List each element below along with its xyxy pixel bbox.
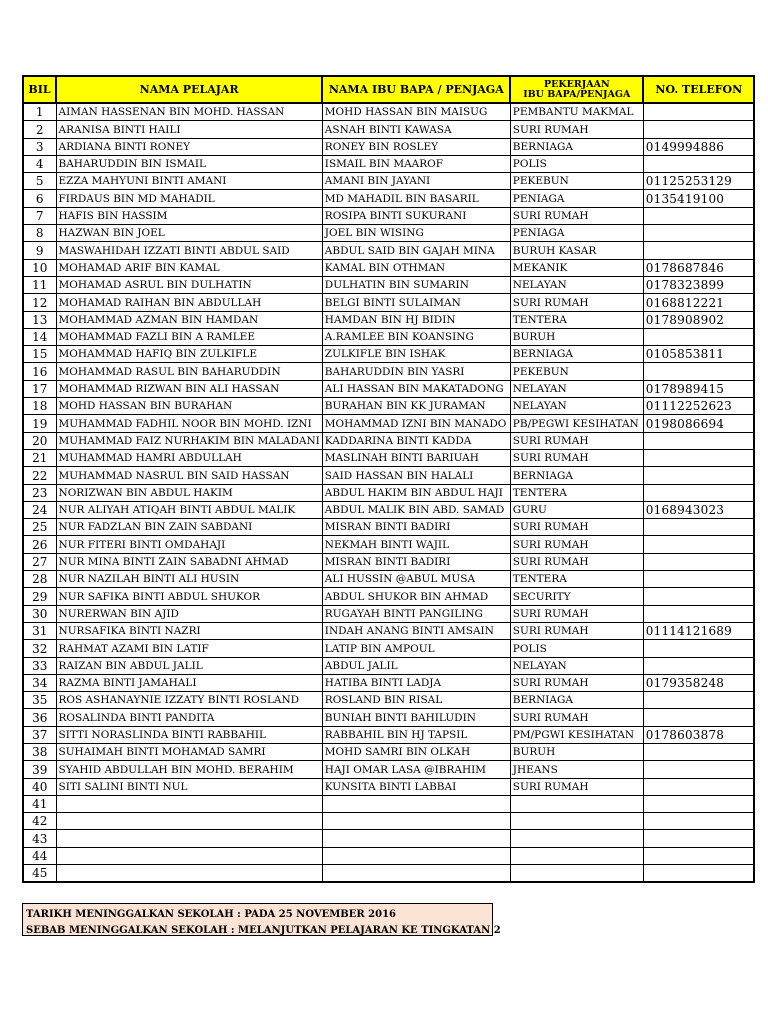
cell-nama-penjaga: ASNAH BINTI KAWASA (322, 121, 510, 138)
cell-nama-pelajar: MOHAMAD ASRUL BIN DULHATIN (56, 276, 322, 293)
cell-pekerjaan: TENTERA (510, 571, 643, 588)
cell-telefon: 0105853811 (643, 346, 754, 363)
table-row (23, 571, 754, 588)
table-row (23, 432, 754, 449)
cell-pekerjaan: NELAYAN (510, 276, 643, 293)
cell-bil: 3 (23, 138, 56, 155)
cell-pekerjaan: PENIAGA (510, 190, 643, 207)
table-row (23, 588, 754, 605)
table-row (23, 605, 754, 622)
cell-nama-pelajar: MUHAMMAD HAMRI ABDULLAH (56, 449, 322, 466)
cell-nama-pelajar: RAIZAN BIN ABDUL JALIL (56, 657, 322, 674)
table-row (23, 138, 754, 155)
cell-bil: 21 (23, 449, 56, 466)
table-row (23, 484, 754, 501)
cell-telefon (643, 605, 754, 622)
table-row (23, 121, 754, 138)
cell-nama-pelajar: NUR MINA BINTI ZAIN SABADNI AHMAD (56, 553, 322, 570)
cell-nama-pelajar: ROS ASHANAYNIE IZZATY BINTI ROSLAND (56, 692, 322, 709)
cell-nama-penjaga: KADDARINA BINTI KADDA (322, 432, 510, 449)
cell-nama-penjaga: ABDUL MALIK BIN ABD. SAMAD (322, 501, 510, 518)
cell-nama-pelajar: AIMAN HASSENAN BIN MOHD. HASSAN (56, 103, 322, 121)
table-row (23, 363, 754, 380)
cell-bil: 43 (23, 830, 56, 847)
cell-telefon: 01112252623 (643, 398, 754, 415)
cell-pekerjaan: BURUH (510, 743, 643, 760)
cell-bil: 19 (23, 415, 56, 432)
cell-bil: 31 (23, 622, 56, 639)
cell-bil: 7 (23, 207, 56, 224)
cell-nama-penjaga: HAJI OMAR LASA @IBRAHIM (322, 761, 510, 778)
cell-telefon (643, 242, 754, 259)
table-row (23, 501, 754, 518)
cell-nama-penjaga: MOHD HASSAN BIN MAISUG (322, 103, 510, 121)
table-row (23, 674, 754, 691)
cell-nama-penjaga: MASLINAH BINTI BARIUAH (322, 449, 510, 466)
cell-bil: 35 (23, 692, 56, 709)
table-row (23, 743, 754, 760)
table-row (23, 519, 754, 536)
cell-pekerjaan: SURI RUMAH (510, 207, 643, 224)
cell-nama-penjaga: ABDUL SHUKOR BIN AHMAD (322, 588, 510, 605)
cell-nama-penjaga: HAMDAN BIN HJ BIDIN (322, 311, 510, 328)
cell-telefon (643, 225, 754, 242)
table-row (23, 726, 754, 743)
cell-nama-penjaga: BURAHAN BIN KK JURAMAN (322, 398, 510, 415)
cell-nama-penjaga: HATIBA BINTI LADJA (322, 674, 510, 691)
cell-nama-penjaga: ABDUL SAID BIN GAJAH MINA (322, 242, 510, 259)
cell-pekerjaan: SURI RUMAH (510, 519, 643, 536)
cell-nama-penjaga: ZULKIFLE BIN ISHAK (322, 346, 510, 363)
cell-nama-penjaga: RONEY BIN ROSLEY (322, 138, 510, 155)
header-pekerjaan (510, 76, 643, 103)
table-row (23, 813, 754, 830)
cell-telefon (643, 484, 754, 501)
cell-telefon: 0178989415 (643, 380, 754, 397)
cell-nama-penjaga: ISMAIL BIN MAAROF (322, 155, 510, 172)
cell-nama-pelajar: RAZMA BINTI JAMAHALI (56, 674, 322, 691)
cell-bil: 24 (23, 501, 56, 518)
cell-pekerjaan: PB/PEGWI KESIHATAN (510, 415, 643, 432)
cell-pekerjaan (510, 795, 643, 812)
table-row (23, 692, 754, 709)
cell-bil: 15 (23, 346, 56, 363)
cell-nama-penjaga: BAHARUDDIN BIN YASRI (322, 363, 510, 380)
cell-telefon (643, 103, 754, 121)
cell-bil: 17 (23, 380, 56, 397)
cell-bil: 9 (23, 242, 56, 259)
cell-nama-penjaga: MOHD SAMRI BIN OLKAH (322, 743, 510, 760)
cell-telefon (643, 588, 754, 605)
cell-bil: 36 (23, 709, 56, 726)
cell-telefon: 0198086694 (643, 415, 754, 432)
cell-telefon: 0168812221 (643, 294, 754, 311)
cell-telefon (643, 207, 754, 224)
cell-nama-penjaga: KUNSITA BINTI LABBAI (322, 778, 510, 795)
table-header-row (23, 76, 754, 103)
cell-pekerjaan: SURI RUMAH (510, 432, 643, 449)
cell-nama-penjaga: MISRAN BINTI BADIRI (322, 519, 510, 536)
cell-pekerjaan: BURUH (510, 328, 643, 345)
cell-pekerjaan: NELAYAN (510, 380, 643, 397)
cell-telefon: 0178687846 (643, 259, 754, 276)
cell-nama-pelajar: MASWAHIDAH IZZATI BINTI ABDUL SAID (56, 242, 322, 259)
cell-nama-penjaga: MD MAHADIL BIN BASARIL (322, 190, 510, 207)
cell-telefon (643, 778, 754, 795)
cell-bil: 37 (23, 726, 56, 743)
cell-nama-pelajar: MOHAMMAD RIZWAN BIN ALI HASSAN (56, 380, 322, 397)
table-row (23, 380, 754, 397)
cell-nama-penjaga: NEKMAH BINTI WAJIL (322, 536, 510, 553)
cell-telefon (643, 449, 754, 466)
cell-nama-penjaga: JOEL BIN WISING (322, 225, 510, 242)
cell-nama-pelajar: NUR ALIYAH ATIQAH BINTI ABDUL MALIK (56, 501, 322, 518)
cell-bil: 20 (23, 432, 56, 449)
header-nama-penjaga: NAMA IBU BAPA / PENJAGA (322, 76, 510, 103)
cell-bil: 34 (23, 674, 56, 691)
cell-nama-penjaga: ROSIPA BINTI SUKURANI (322, 207, 510, 224)
cell-pekerjaan: SURI RUMAH (510, 605, 643, 622)
table-row (23, 795, 754, 812)
cell-nama-pelajar (56, 830, 322, 847)
cell-nama-pelajar: SITTI NORASLINDA BINTI RABBAHIL (56, 726, 322, 743)
table-row (23, 242, 754, 259)
cell-pekerjaan: BERNIAGA (510, 138, 643, 155)
cell-nama-pelajar: BAHARUDDIN BIN ISMAIL (56, 155, 322, 172)
cell-telefon (643, 363, 754, 380)
cell-nama-penjaga (322, 813, 510, 830)
cell-pekerjaan: PEKEBUN (510, 363, 643, 380)
cell-telefon: 01125253129 (643, 173, 754, 190)
cell-nama-pelajar: SUHAIMAH BINTI MOHAMAD SAMRI (56, 743, 322, 760)
cell-nama-penjaga: MISRAN BINTI BADIRI (322, 553, 510, 570)
cell-nama-pelajar: MUHAMMAD FAIZ NURHAKIM BIN MALADANI (56, 432, 322, 449)
cell-nama-penjaga: A.RAMLEE BIN KOANSING (322, 328, 510, 345)
cell-telefon (643, 640, 754, 657)
cell-bil: 40 (23, 778, 56, 795)
cell-pekerjaan: BERNIAGA (510, 467, 643, 484)
cell-nama-pelajar: SYAHID ABDULLAH BIN MOHD. BERAHIM (56, 761, 322, 778)
cell-pekerjaan: SURI RUMAH (510, 121, 643, 138)
cell-telefon (643, 467, 754, 484)
cell-pekerjaan: PEKEBUN (510, 173, 643, 190)
cell-bil: 44 (23, 847, 56, 864)
cell-bil: 32 (23, 640, 56, 657)
cell-nama-pelajar: MUHAMMAD FADHIL NOOR BIN MOHD. IZNI (56, 415, 322, 432)
cell-pekerjaan: SURI RUMAH (510, 778, 643, 795)
table-row (23, 415, 754, 432)
cell-telefon (643, 328, 754, 345)
student-table (22, 75, 755, 883)
cell-bil: 13 (23, 311, 56, 328)
table-row (23, 398, 754, 415)
cell-bil: 28 (23, 571, 56, 588)
footer-note (22, 903, 501, 936)
table-row (23, 830, 754, 847)
cell-bil: 29 (23, 588, 56, 605)
table-row (23, 276, 754, 293)
table-row (23, 294, 754, 311)
table-row (23, 761, 754, 778)
header-nama-pelajar: NAMA PELAJAR (56, 76, 322, 103)
cell-bil: 25 (23, 519, 56, 536)
cell-pekerjaan: PEMBANTU MAKMAL (510, 103, 643, 121)
cell-pekerjaan: JHEANS (510, 761, 643, 778)
cell-nama-penjaga (322, 830, 510, 847)
cell-telefon (643, 155, 754, 172)
cell-bil: 14 (23, 328, 56, 345)
table-row (23, 225, 754, 242)
cell-pekerjaan: SURI RUMAH (510, 709, 643, 726)
cell-nama-penjaga: SAID HASSAN BIN HALALI (322, 467, 510, 484)
cell-pekerjaan: BERNIAGA (510, 346, 643, 363)
cell-nama-pelajar: NORIZWAN BIN ABDUL HAKIM (56, 484, 322, 501)
table-row (23, 709, 754, 726)
cell-nama-penjaga: RABBAHIL BIN HJ TAPSIL (322, 726, 510, 743)
cell-bil: 6 (23, 190, 56, 207)
cell-bil: 22 (23, 467, 56, 484)
table-body (23, 103, 754, 882)
cell-pekerjaan: POLIS (510, 155, 643, 172)
header-pekerjaan-line1: PEKERJAAN (543, 78, 610, 90)
cell-bil: 10 (23, 259, 56, 276)
table-row (23, 536, 754, 553)
table-row (23, 103, 754, 121)
cell-nama-penjaga: INDAH ANANG BINTI AMSAIN (322, 622, 510, 639)
cell-nama-penjaga: DULHATIN BIN SUMARIN (322, 276, 510, 293)
cell-nama-pelajar: NURSAFIKA BINTI NAZRI (56, 622, 322, 639)
cell-bil: 39 (23, 761, 56, 778)
table-row (23, 622, 754, 639)
cell-telefon (643, 865, 754, 883)
cell-nama-pelajar: MOHAMAD ARIF BIN KAMAL (56, 259, 322, 276)
cell-nama-pelajar: SITI SALINI BINTI NUL (56, 778, 322, 795)
table-row (23, 467, 754, 484)
cell-bil: 42 (23, 813, 56, 830)
table-row (23, 847, 754, 864)
cell-nama-penjaga: BELGI BINTI SULAIMAN (322, 294, 510, 311)
cell-pekerjaan: SURI RUMAH (510, 553, 643, 570)
cell-telefon (643, 121, 754, 138)
cell-nama-pelajar: MUHAMMAD NASRUL BIN SAID HASSAN (56, 467, 322, 484)
cell-telefon (643, 795, 754, 812)
cell-telefon (643, 813, 754, 830)
cell-bil: 23 (23, 484, 56, 501)
cell-bil: 5 (23, 173, 56, 190)
cell-nama-pelajar: NUR NAZILAH BINTI ALI HUSIN (56, 571, 322, 588)
cell-nama-pelajar (56, 847, 322, 864)
cell-bil: 45 (23, 865, 56, 883)
cell-nama-penjaga (322, 847, 510, 864)
cell-nama-penjaga: ABDUL JALIL (322, 657, 510, 674)
cell-nama-pelajar (56, 795, 322, 812)
header-bil: BIL (23, 76, 56, 103)
cell-pekerjaan: TENTERA (510, 311, 643, 328)
table-row (23, 449, 754, 466)
cell-telefon: 0178603878 (643, 726, 754, 743)
cell-nama-pelajar: NUR FITERI BINTI OMDAHAJI (56, 536, 322, 553)
cell-telefon: 0179358248 (643, 674, 754, 691)
cell-telefon: 0135419100 (643, 190, 754, 207)
cell-pekerjaan: POLIS (510, 640, 643, 657)
cell-nama-pelajar (56, 813, 322, 830)
cell-telefon (643, 432, 754, 449)
table-row (23, 865, 754, 883)
cell-nama-penjaga (322, 865, 510, 883)
table-row (23, 346, 754, 363)
cell-pekerjaan: MEKANIK (510, 259, 643, 276)
cell-nama-pelajar: MOHAMMAD RASUL BIN BAHARUDDIN (56, 363, 322, 380)
cell-nama-penjaga: AMANI BIN JAYANI (322, 173, 510, 190)
table-row (23, 207, 754, 224)
cell-telefon (643, 761, 754, 778)
cell-telefon (643, 553, 754, 570)
cell-bil: 1 (23, 103, 56, 121)
cell-nama-penjaga: KAMAL BIN OTHMAN (322, 259, 510, 276)
footer-tarikh: TARIKH MENINGGALKAN SEKOLAH : PADA 25 NOVEMBER 2016 (26, 909, 397, 920)
cell-telefon: 0178323899 (643, 276, 754, 293)
table-row (23, 657, 754, 674)
cell-pekerjaan: SURI RUMAH (510, 674, 643, 691)
cell-telefon (643, 709, 754, 726)
cell-bil: 30 (23, 605, 56, 622)
cell-nama-pelajar: MOHAMMAD AZMAN BIN HAMDAN (56, 311, 322, 328)
header-pekerjaan-line2: IBU BAPA/PENJAGA (523, 88, 631, 100)
cell-nama-pelajar: MOHAMMAD FAZLI BIN A RAMLEE (56, 328, 322, 345)
cell-nama-pelajar: MOHAMMAD HAFIQ BIN ZULKIFLE (56, 346, 322, 363)
cell-pekerjaan: BERNIAGA (510, 692, 643, 709)
cell-pekerjaan: NELAYAN (510, 657, 643, 674)
table-row (23, 328, 754, 345)
cell-pekerjaan: SURI RUMAH (510, 622, 643, 639)
table-row (23, 190, 754, 207)
cell-pekerjaan: NELAYAN (510, 398, 643, 415)
table-row (23, 155, 754, 172)
cell-nama-pelajar: NUR SAFIKA BINTI ABDUL SHUKOR (56, 588, 322, 605)
cell-pekerjaan: SURI RUMAH (510, 536, 643, 553)
cell-telefon: 0149994886 (643, 138, 754, 155)
cell-telefon (643, 743, 754, 760)
cell-telefon (643, 692, 754, 709)
cell-bil: 33 (23, 657, 56, 674)
cell-nama-pelajar: ARDIANA BINTI RONEY (56, 138, 322, 155)
cell-nama-pelajar: ARANISA BINTI HAILI (56, 121, 322, 138)
cell-pekerjaan: PENIAGA (510, 225, 643, 242)
cell-nama-penjaga: RUGAYAH BINTI PANGILING (322, 605, 510, 622)
cell-nama-pelajar (56, 865, 322, 883)
cell-nama-pelajar: NUR FADZLAN BIN ZAIN SABDANI (56, 519, 322, 536)
footer-sebab: SEBAB MENINGGALKAN SEKOLAH : MELANJUTKAN PELAJARAN KE TINGKATAN 2 (26, 925, 501, 936)
cell-nama-pelajar: EZZA MAHYUNI BINTI AMANI (56, 173, 322, 190)
cell-telefon (643, 847, 754, 864)
cell-pekerjaan: SURI RUMAH (510, 449, 643, 466)
cell-bil: 27 (23, 553, 56, 570)
cell-nama-penjaga: ROSLAND BIN RISAL (322, 692, 510, 709)
cell-pekerjaan (510, 830, 643, 847)
table-row (23, 640, 754, 657)
cell-nama-pelajar: FIRDAUS BIN MD MAHADIL (56, 190, 322, 207)
cell-nama-pelajar: HAZWAN BIN JOEL (56, 225, 322, 242)
cell-telefon (643, 571, 754, 588)
cell-telefon (643, 657, 754, 674)
cell-pekerjaan (510, 847, 643, 864)
cell-bil: 4 (23, 155, 56, 172)
cell-nama-penjaga: LATIP BIN AMPOUL (322, 640, 510, 657)
table-row (23, 778, 754, 795)
cell-nama-penjaga: MOHAMMAD IZNI BIN MANADO (322, 415, 510, 432)
cell-telefon: 0168943023 (643, 501, 754, 518)
cell-telefon (643, 830, 754, 847)
cell-pekerjaan: PM/PGWI KESIHATAN (510, 726, 643, 743)
cell-bil: 16 (23, 363, 56, 380)
table-row (23, 311, 754, 328)
cell-bil: 12 (23, 294, 56, 311)
cell-bil: 26 (23, 536, 56, 553)
cell-pekerjaan: SECURITY (510, 588, 643, 605)
cell-nama-penjaga: ABDUL HAKIM BIN ABDUL HAJI (322, 484, 510, 501)
cell-telefon: 01114121689 (643, 622, 754, 639)
cell-bil: 41 (23, 795, 56, 812)
cell-bil: 8 (23, 225, 56, 242)
cell-nama-pelajar: MOHD HASSAN BIN BURAHAN (56, 398, 322, 415)
cell-telefon: 0178908902 (643, 311, 754, 328)
cell-bil: 2 (23, 121, 56, 138)
cell-bil: 18 (23, 398, 56, 415)
table-row (23, 553, 754, 570)
cell-pekerjaan: BURUH KASAR (510, 242, 643, 259)
header-telefon: NO. TELEFON (643, 76, 754, 103)
cell-nama-pelajar: MOHAMAD RAIHAN BIN ABDULLAH (56, 294, 322, 311)
cell-telefon (643, 519, 754, 536)
cell-nama-penjaga (322, 795, 510, 812)
cell-pekerjaan (510, 813, 643, 830)
cell-nama-pelajar: HAFIS BIN HASSIM (56, 207, 322, 224)
cell-nama-pelajar: NURERWAN BIN AJID (56, 605, 322, 622)
table-row (23, 259, 754, 276)
cell-pekerjaan (510, 865, 643, 883)
cell-nama-pelajar: RAHMAT AZAMI BIN LATIF (56, 640, 322, 657)
cell-nama-penjaga: BUNIAH BINTI BAHILUDIN (322, 709, 510, 726)
cell-nama-penjaga: ALI HASSAN BIN MAKATADONG (322, 380, 510, 397)
cell-telefon (643, 536, 754, 553)
cell-nama-pelajar: ROSALINDA BINTI PANDITA (56, 709, 322, 726)
table-row (23, 173, 754, 190)
cell-bil: 38 (23, 743, 56, 760)
cell-pekerjaan: SURI RUMAH (510, 294, 643, 311)
cell-pekerjaan: TENTERA (510, 484, 643, 501)
cell-nama-penjaga: ALI HUSSIN @ABUL MUSA (322, 571, 510, 588)
cell-bil: 11 (23, 276, 56, 293)
cell-pekerjaan: GURU (510, 501, 643, 518)
